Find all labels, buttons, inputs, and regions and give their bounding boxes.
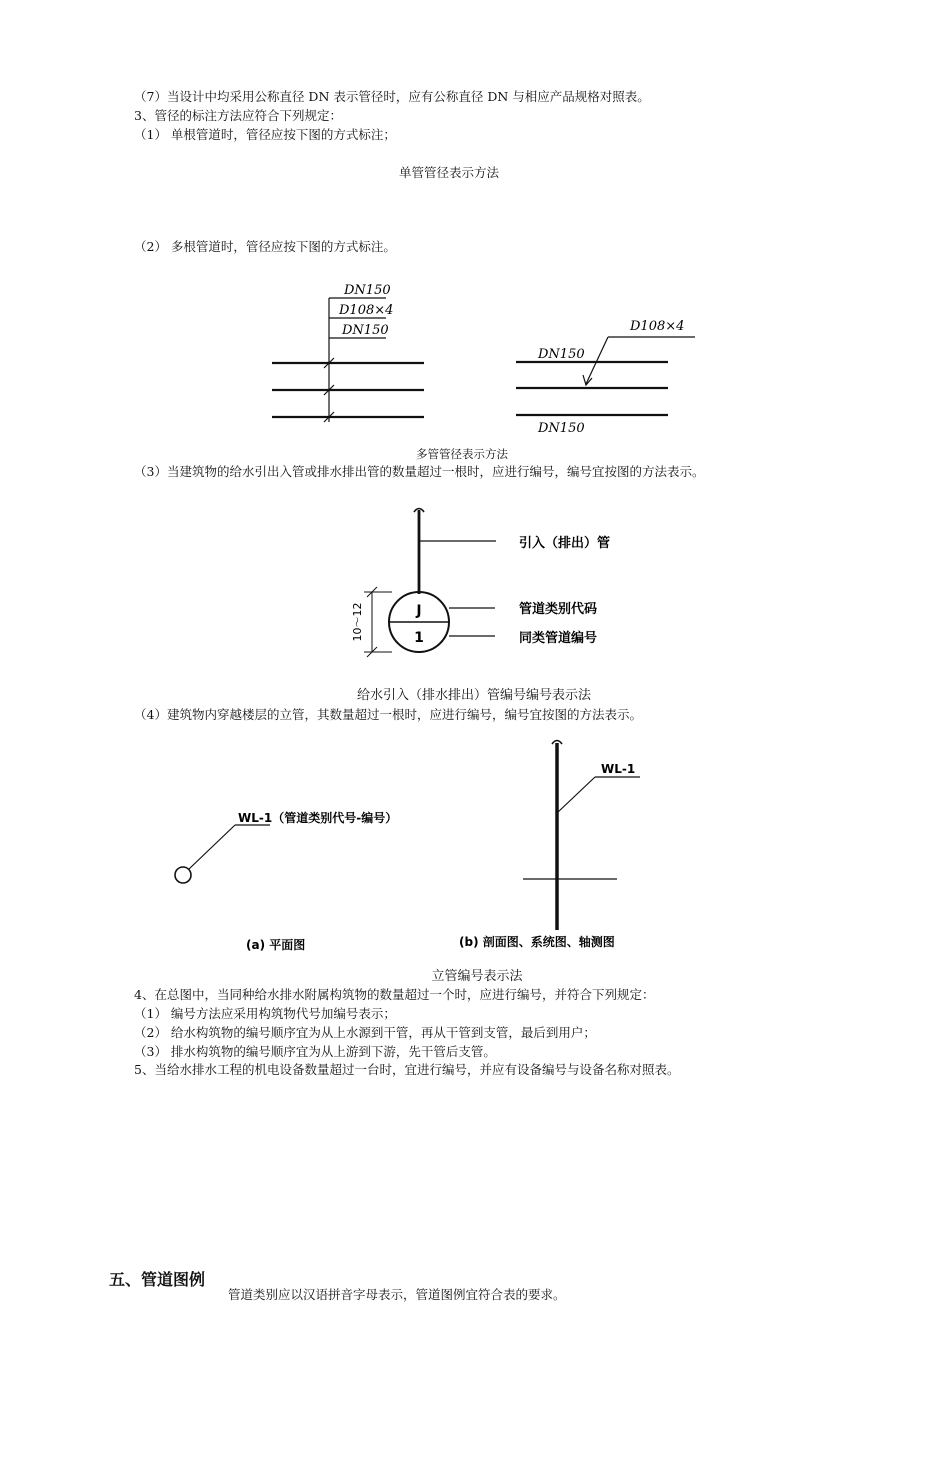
- para-3: 3、管径的标注方法应符合下列规定：: [134, 108, 342, 123]
- inlet-circle-bottom: 1: [414, 630, 424, 646]
- para-3-1: （1） 单根管道时，管径应按下图的方式标注；: [134, 127, 396, 142]
- para-3-3: （3）当建筑物的给水引出入管或排水排出管的数量超过一根时，应进行编号，编号宜按图的方法表示。: [134, 464, 705, 479]
- caption-single-pipe: 单管管径表示方法: [398, 165, 500, 180]
- riser-plan-label: WL-1（管道类别代号-编号）: [238, 811, 398, 825]
- multi-left-label-1: DN150: [344, 283, 391, 298]
- para-5: 5、当给水排水工程的机电设备数量超过一台时，宜进行编号，并应有设备编号与设备名称对照表。: [134, 1062, 680, 1077]
- para-7: （7）当设计中均采用公称直径 DN 表示管径时，应有公称直径 DN 与相应产品规格对照表。: [134, 89, 650, 104]
- caption-riser: 立管编号表示法: [431, 969, 523, 984]
- inlet-circle-top: J: [416, 603, 422, 619]
- para-4-1: （1） 编号方法应采用构筑物代号加编号表示；: [134, 1006, 396, 1021]
- riser-section-label: WL-1: [601, 762, 636, 776]
- riser-caption-a: (a) 平面图: [246, 938, 306, 952]
- multi-pipe-figure: [0, 270, 950, 470]
- inlet-label-code: 管道类别代码: [519, 602, 598, 617]
- section-title: 五、管道图例: [109, 1270, 206, 1289]
- multi-left-label-2: D108×4: [339, 303, 394, 318]
- para-4-2: （2） 给水构筑物的编号顺序宜为从上水源到干管，再从干管到支管，最后到用户；: [134, 1025, 596, 1040]
- inlet-label-num: 同类管道编号: [519, 631, 598, 646]
- caption-inlet-pipe: 给水引入（排水排出）管编号编号表示法: [356, 688, 592, 703]
- multi-right-label-mid: DN150: [538, 347, 585, 362]
- multi-left-label-3: DN150: [342, 323, 389, 338]
- para-4: 4、在总图中，当同种给水排水附属构筑物的数量超过一个时，应进行编号，并符合下列规定：: [134, 987, 655, 1002]
- inlet-pipe-figure: [0, 500, 950, 670]
- multi-right-label-top: D108×4: [630, 319, 685, 334]
- riser-caption-b: (b) 剖面图、系统图、轴测图: [459, 935, 615, 949]
- para-3-2: （2） 多根管道时，管径应按下图的方式标注。: [134, 239, 396, 254]
- inlet-label-pipe: 引入（排出）管: [519, 536, 611, 551]
- multi-right-label-bottom: DN150: [538, 421, 585, 436]
- para-3-4: （4）建筑物内穿越楼层的立管，其数量超过一根时，应进行编号，编号宜按图的方法表示。: [134, 707, 642, 722]
- section-text: 管道类别应以汉语拼音字母表示，管道图例宜符合表的要求。: [228, 1287, 566, 1302]
- caption-multi-pipe: 多管管径表示方法: [416, 447, 508, 461]
- riser-figure: [0, 735, 950, 965]
- inlet-dimension: 10～12: [351, 602, 364, 642]
- para-4-3: （3） 排水构筑物的编号顺序宜为从上游到下游，先干管后支管。: [134, 1044, 496, 1059]
